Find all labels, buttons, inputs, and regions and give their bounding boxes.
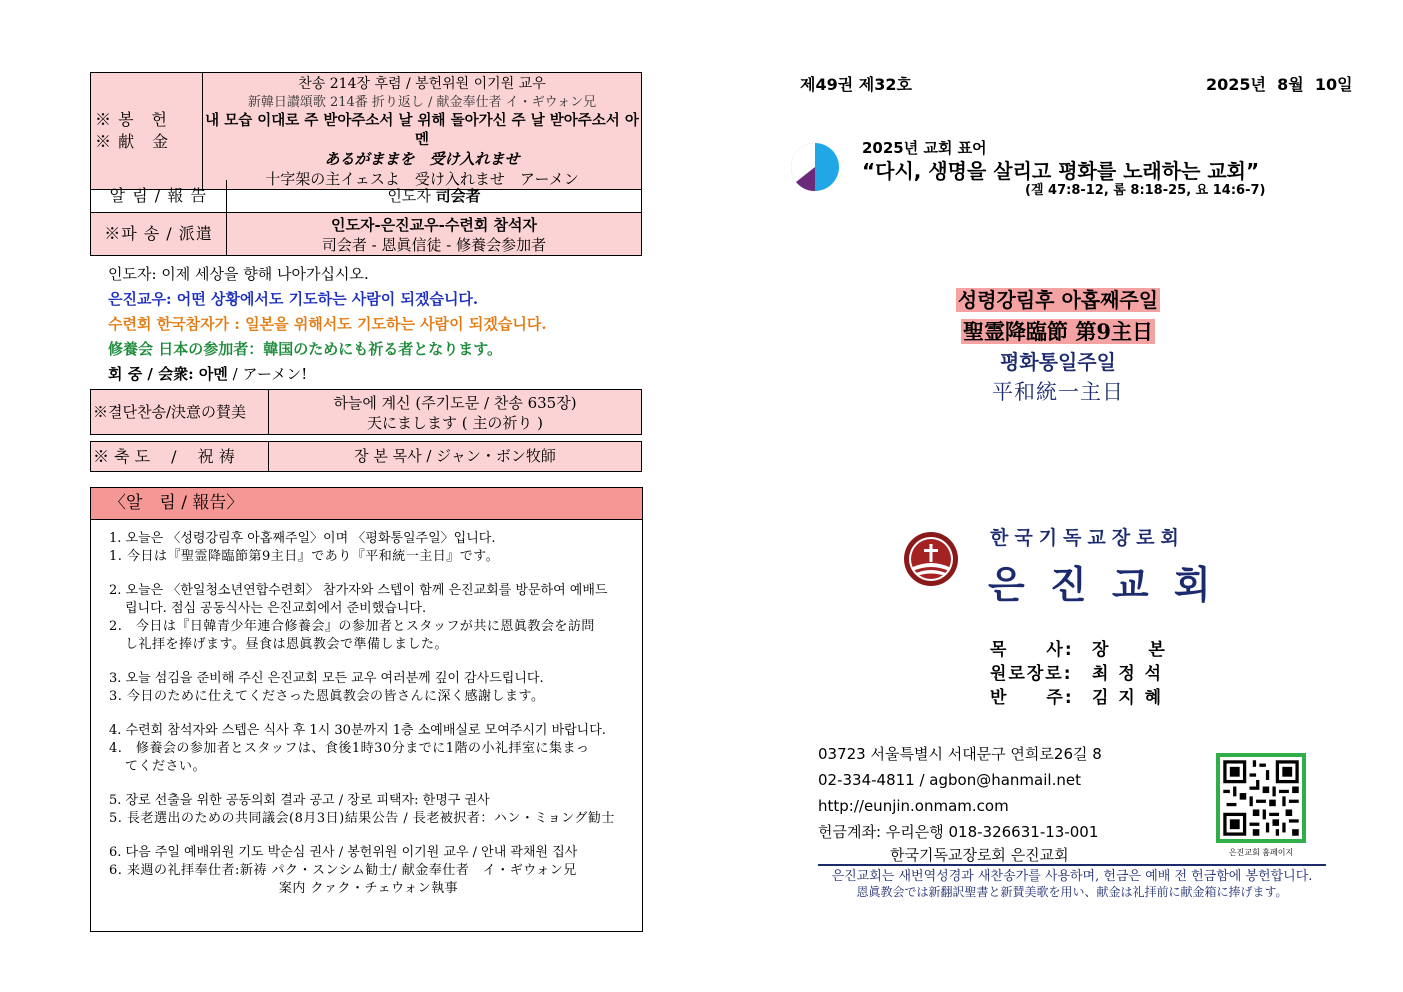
resolution-line-ko: 하늘에 계신 (주기도문 / 찬송 635장) [333,394,577,412]
motto-pie-icon [789,141,841,193]
staff-name: 장 본 [1092,640,1167,660]
announcement-ja-cont: し礼拝を捧げます。昼食は恩眞教会で準備しました。 [125,637,448,652]
denomination-name: 한국기독교장로회 [990,527,1185,549]
offering-content-cell [203,73,642,190]
worship-order-table [90,72,642,190]
announcement-item-3 [109,670,628,706]
offering-lyrics-ja-2: 十字架の主イェスよ 受け入れませ アーメン [265,170,579,188]
benediction-value: 장 본 목사 / ジャン・ボン牧師 [354,447,556,465]
announcement-ja: 5. 長老選出のための共同議会(8月3日)結果公告 / 長老被択者：ハン・ミョング勧士 [109,811,615,826]
account-holder: 한국기독교장로회 은진교회 [890,846,1069,864]
announcement-ja-cont: てください。 [125,759,207,774]
resolution-line-ja: 天にまします ( 主の祈り ) [366,414,543,432]
announcement-item-6 [109,844,628,898]
church-logo-icon [903,531,959,587]
announcements-header: 〈알 림 / 報告〉 [91,488,642,520]
congregation-line [108,362,638,387]
peace-sunday-ko: 평화통일주일 [1000,350,1116,374]
benediction-row [90,441,642,472]
staff-role: 목 사: [990,640,1074,660]
website-link[interactable]: http://eunjin.onmam.com [818,797,1009,815]
footer-note-ja: 恩眞教会では新翻訳聖書と新賛美歌を用い、献金は礼拝前に献金箱に捧げます。 [856,885,1288,899]
motto-label: 2025년 교회 표어 [862,139,987,157]
announcement-item-2 [109,582,628,654]
qr-caption: 은진교회 홈페이지 [1228,848,1294,857]
notice-row [90,180,642,213]
volume-number: 제49권 제32호 [800,75,912,94]
staff-role: 원로장로: [990,664,1073,684]
announcement-ja: 4. 修養会の参加者とスタッフは、食後1時30分までに1階の小礼拝室に集まっ [109,741,590,756]
congregation-amen-ja: / アーメン! [227,365,308,383]
korean-participant-line: 수련회 한국참자가 : 일본을 위해서도 기도하는 사람이 되겠습니다. [108,315,547,333]
notice-value-ja: 司会者 [435,187,481,205]
announcement-ko: 5. 장로 선출을 위한 공동의회 결과 공고 / 장로 피택자: 한명구 권사 [109,793,490,808]
offering-label-ko: ※ 봉 헌 [95,110,168,129]
staff-name: 김 지 혜 [1092,688,1164,708]
peace-sunday-ja: 平和統一主日 [992,380,1124,404]
offering-lyrics-ko: 내 모습 이대로 주 받아주소서 날 위해 돌아가신 주 날 받아주소서 아멘 [205,112,639,148]
announcement-ko: 1. 오늘은 〈성령강림후 아홉째주일〉이며 〈평화통일주일〉입니다. [109,531,496,546]
offering-hymn-line-ja: 新韓日讃頌歌 214番 折り返し / 献金奉仕者 イ・ギウォン兄 [247,95,597,110]
offering-label-ja: ※ 献 金 [95,132,170,151]
announcement-ja: 2. 今日は『日韓青少年連合修養会』の参加者とスタッフが共に恩眞教会を訪問 [109,619,595,634]
announcement-item-5 [109,792,628,828]
dispatch-content [227,215,641,255]
address: 03723 서울특별시 서대문구 연희로26길 8 [818,745,1102,763]
contact-block [818,741,1102,865]
church-name: 은 진 교 회 [988,563,1217,607]
staff-accompanist [990,683,1163,708]
dispatch-line-ja: 司会者 - 恩眞信徒 - 修養会参加者 [321,236,547,254]
notice-value [227,180,641,212]
dispatch-line-ko: 인도자-은진교우-수련회 참석자 [330,216,538,234]
notice-value-ko: 인도자 [387,187,436,205]
announcement-ko-cont: 립니다. 점심 공동식사는 은진교회에서 준비했습니다. [125,601,427,616]
announcements-list [91,520,642,898]
offering-hymn-line: 찬송 214장 후렴 / 봉헌위원 이기원 교우 [298,76,546,92]
notice-label: 알 림 / 報 告 [91,180,227,212]
announcement-ja-cont: 案内 クァク・チェウォン執事 [278,881,459,896]
staff-pastor [990,635,1167,660]
announcement-item-1 [109,530,628,566]
announcement-ko: 4. 수련회 참석자와 스텝은 식사 후 1시 30분까지 1층 소예배실로 모여주시기 바랍니다. [109,723,606,738]
congregation-label: 회 중 / 会衆: [108,365,199,383]
sunday-title-ja [858,316,1258,346]
footer-note-ko: 은진교회는 새번역성경과 새찬송가를 사용하며, 헌금은 예배 전 헌금함에 봉헌합니다. [831,869,1313,884]
offering-lyrics-ja-1: あるがままを 受け入れませ [324,150,520,168]
phone-email: 02-334-4811 / agbon@hanmail.net [818,771,1081,789]
sunday-title-ko-text: 성령강림후 아홉째주일 [957,288,1159,312]
staff-role: 반 주: [990,688,1074,708]
account-info: 헌금계좌: 우리은행 018-326631-13-001 [818,823,1099,841]
announcement-ko: 3. 오늘 섬김을 준비해 주신 은진교회 모든 교우 여러분께 깊이 감사드립니다. [109,671,544,686]
announcement-ja: 1. 今日は『聖霊降臨節第9主日』であり『平和統一主日』です。 [109,549,500,564]
announcement-ko: 2. 오늘은 〈한일청소년연합수련회〉 참가자와 스텝이 함께 은진교회를 방문하여 예배드 [109,583,608,598]
sending-dialogue [108,262,638,387]
announcements-box [90,487,643,932]
leader-line: 인도자: 이제 세상을 향해 나아가십시오. [108,265,369,283]
bulletin-date: 2025년 8월 10일 [1206,75,1353,94]
resolution-label: ※결단찬송/決意の賛美 [91,390,269,434]
sunday-title-ja-text: 聖霊降臨節 第9主日 [963,319,1153,344]
qr-pattern [1220,757,1302,839]
japanese-participant-line: 修養会 日本の参加者：韓国のためにも祈る者となります。 [108,340,503,358]
motto-reference: (겔 47:8-12, 롬 8:18-25, 요 14:6-7) [1025,183,1266,198]
offering-label-cell [91,73,203,190]
footer-divider [818,864,1326,866]
staff-elder [990,659,1163,684]
member-line: 은진교우: 어떤 상황에서도 기도하는 사람이 되겠습니다. [108,290,479,308]
staff-name: 최 정 석 [1092,664,1164,684]
resolution-row [90,389,642,435]
announcement-item-4 [109,722,628,776]
congregation-amen: 아멘 [198,365,228,383]
sunday-title-ko [858,284,1258,313]
dispatch-row [90,213,642,256]
qr-code-icon[interactable] [1216,753,1306,843]
motto-text: “다시, 생명을 살리고 평화를 노래하는 교회” [862,159,1260,183]
announcement-ja: 3. 今日のために仕えてくださった恩眞教会の皆さんに深く感謝します。 [109,689,545,704]
dispatch-label: ※파 송 / 派遣 [91,213,227,255]
announcement-ko: 6. 다음 주일 예배위원 기도 박순심 권사 / 봉헌위원 이기원 교우 / 안내 곽채원 집사 [109,845,578,860]
resolution-content [269,393,641,433]
benediction-label: ※ 축 도 / 祝 祷 [91,442,269,471]
announcement-ja: 6. 来週の礼拝奉仕者:新祷 パク・スンシム勧士/ 献金奉仕者 イ・ギウォン兄 [109,863,577,878]
